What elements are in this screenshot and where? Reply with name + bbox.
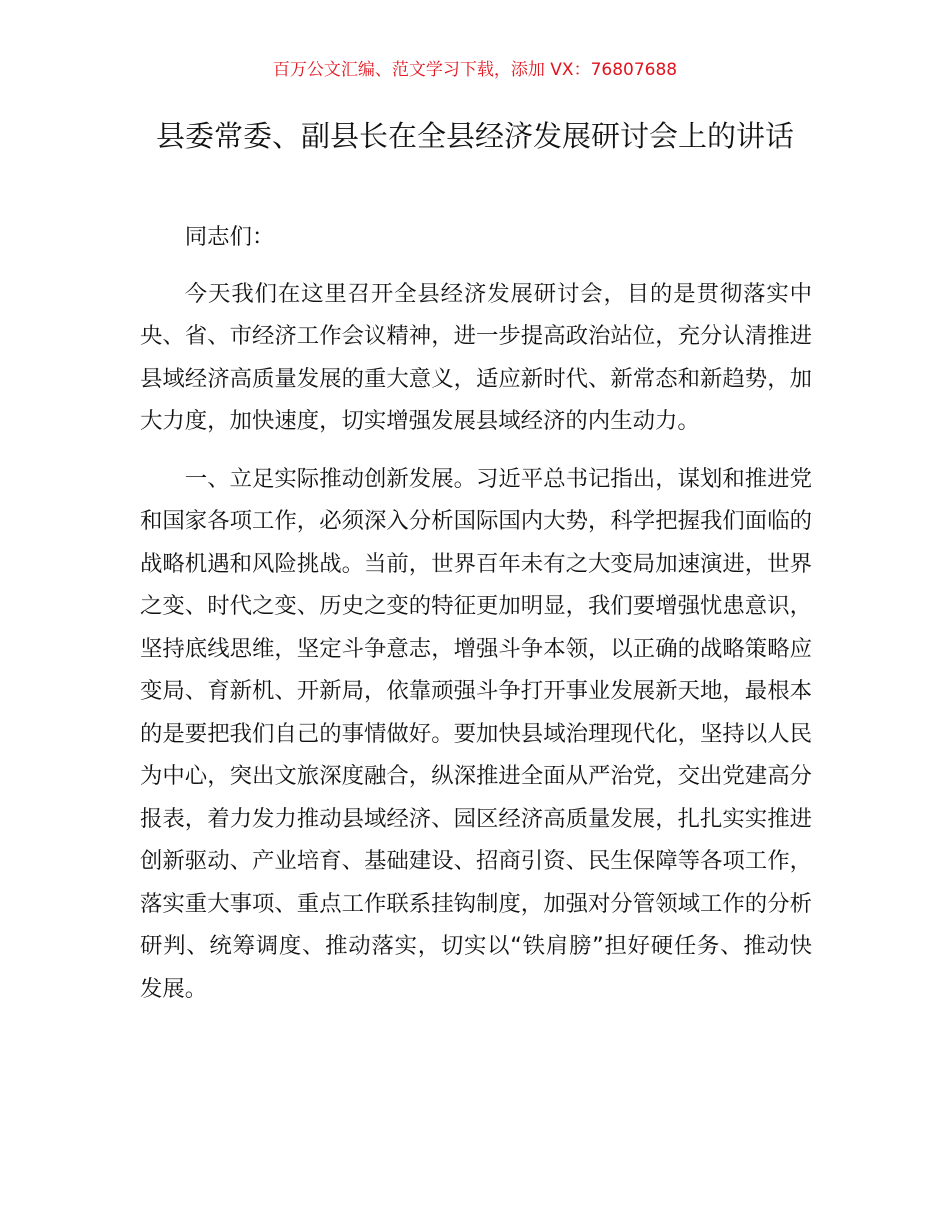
paragraph-section-1: 一、立足实际推动创新发展。习近平总书记指出，谋划和推进党和国家各项工作，必须深入分析国际国内大势，科学把握我们面临的战略机遇和风险挑战。当前，世界百年未有之大变局加速演进，世界之变、时代之变、历史之变的特征更加明显，我们要增强忧患意识，坚持底线思维，坚定斗争意志，增强斗争本领，以正确的战略策略应变局、育新机、开新局，依靠顽强斗争打开事业发展新天地，最根本的是要把我们自己的事情做好。要加快县域治理现代化，坚持以人民为中心，突出文旅深度融合，纵深推进全面从严治党，交出党建高分报表，着力发力推动县域经济、园区经济高质量发展，扎扎实实推进创新驱动、产业培育、基础建设、招商引资、民生保障等各项工作，落实重大事项、重点工作联系挂钩制度，加强对分管领域工作的分析研判、统筹调度、推动落实，切实以“铁肩膀”担好硬任务、推动快发展。 — [140, 465, 812, 1002]
document-title: 县委常委、副县长在全县经济发展研讨会上的讲话 — [155, 119, 794, 153]
promo-banner: 百万公文汇编、范文学习下载，添加 VX：76807688 — [272, 60, 678, 80]
salutation: 同志们： — [184, 224, 275, 250]
paragraph-intro: 今天我们在这里召开全县经济发展研讨会，目的是贯彻落实中央、省、市经济工作会议精神，进一步提高政治站位，充分认清推进县域经济高质量发展的重大意义，适应新时代、新常态和新趋势，加大力度，加快速度，切实增强发展县域经济的内生动力。 — [140, 280, 812, 434]
document-body — [140, 216, 812, 1010]
